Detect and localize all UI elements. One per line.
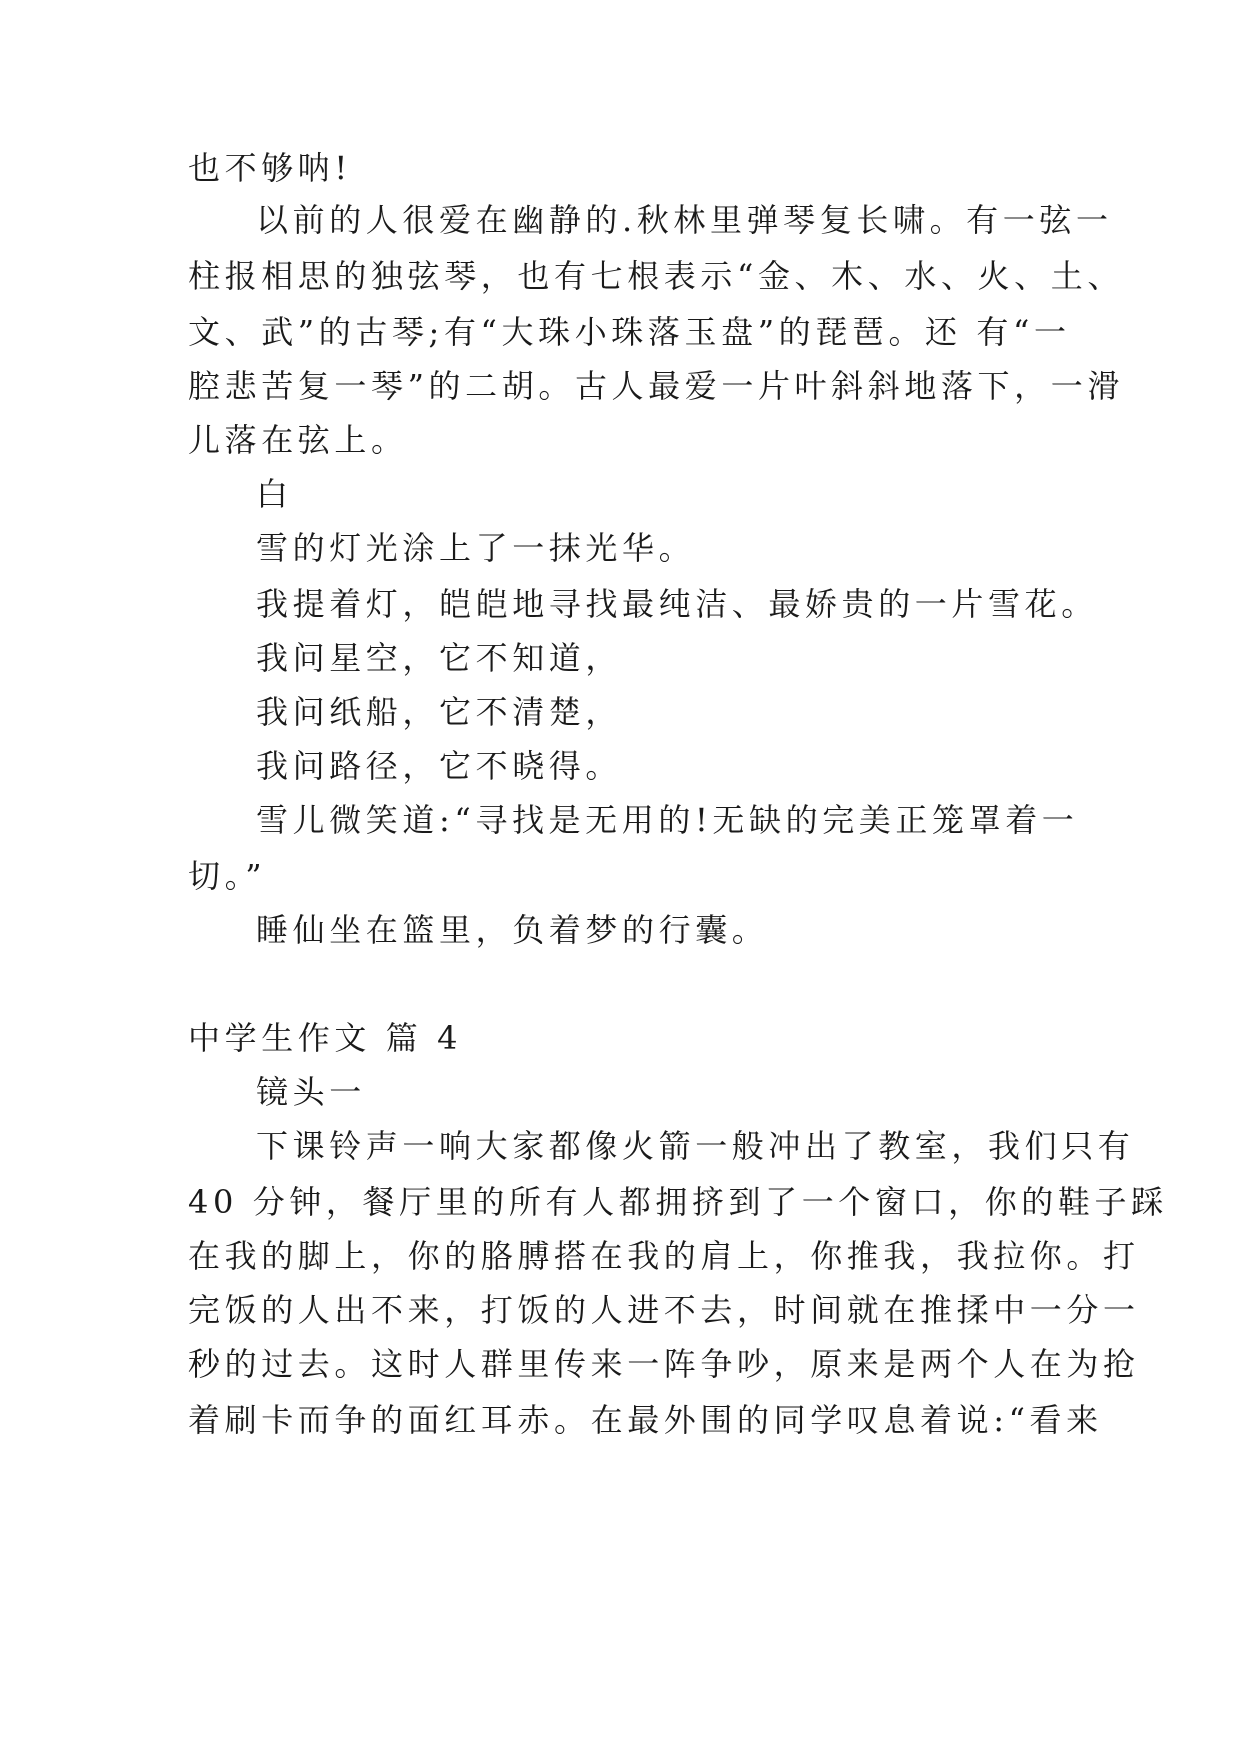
text-line: 文、武”的古琴;有“大珠小珠落玉盘”的琵琶。还 有“一	[188, 313, 1071, 351]
paragraph-line: 雪儿微笑道:“寻找是无用的!无缺的完美正笼罩着一	[256, 801, 1079, 839]
paragraph-line: 我问纸船，它不清楚，	[256, 693, 623, 731]
text-line: 切。”	[188, 857, 267, 895]
paragraph-line: 白	[256, 475, 293, 513]
paragraph-line: 我问路径，它不晓得。	[256, 747, 623, 785]
text-line: 完饭的人出不来，打饭的人进不去，时间就在推揉中一分一	[188, 1291, 1140, 1329]
text-line: 腔悲苦复一琴”的二胡。古人最爱一片叶斜斜地落下，一滑	[188, 367, 1124, 405]
paragraph-line: 我提着灯，皑皑地寻找最纯洁、最娇贵的一片雪花。	[256, 585, 1098, 623]
text-line: 40 分钟，餐厅里的所有人都拥挤到了一个窗口，你的鞋子踩	[188, 1183, 1168, 1221]
text-line: 柱报相思的独弦琴，也有七根表示“金、木、水、火、土、	[188, 257, 1124, 295]
paragraph-line: 睡仙坐在篮里，负着梦的行囊。	[256, 911, 769, 949]
text-line: 儿落在弦上。	[188, 421, 408, 459]
paragraph-line: 镜头一	[256, 1073, 366, 1111]
text-line: 着刷卡而争的面红耳赤。在最外围的同学叹息着说:“看来	[188, 1401, 1103, 1439]
text-line: 秒的过去。这时人群里传来一阵争吵，原来是两个人在为抢	[188, 1345, 1140, 1383]
text-line: 也不够呐!	[188, 149, 352, 187]
paragraph-line: 我问星空，它不知道，	[256, 639, 623, 677]
text-line: 在我的脚上，你的胳膊搭在我的肩上，你推我，我拉你。打	[188, 1237, 1140, 1275]
paragraph-line: 以前的人很爱在幽静的.秋林里弹琴复长啸。有一弦一	[256, 201, 1113, 239]
paragraph-line: 雪的灯光涂上了一抹光华。	[256, 529, 696, 567]
paragraph-line: 下课铃声一响大家都像火箭一般冲出了教室，我们只有	[256, 1127, 1135, 1165]
section-heading: 中学生作文 篇 4	[188, 1019, 463, 1057]
